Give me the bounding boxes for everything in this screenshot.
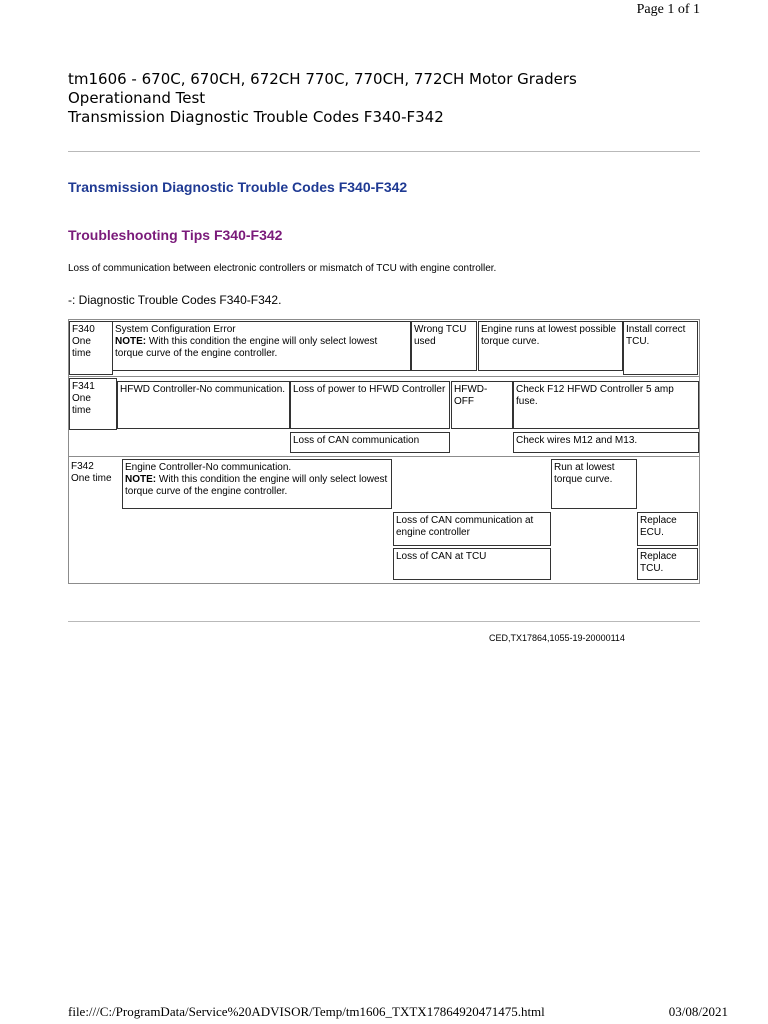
document-header [68, 70, 708, 127]
table-caption: -: Diagnostic Trouble Codes F340-F342. [68, 293, 282, 307]
note-label: NOTE: [125, 474, 157, 485]
dtc-action: Install correct TCU. [626, 324, 686, 347]
table-cell-cause [393, 512, 551, 546]
row-divider [68, 376, 700, 377]
table-cell-code [69, 321, 113, 375]
dtc-action: Check wires M12 and M13. [516, 435, 638, 446]
intro-text: Loss of communication between electronic controllers or mismatch of TCU with engine controller. [68, 263, 497, 274]
dtc-frequency: One time [72, 336, 91, 359]
dtc-cause: Loss of CAN at TCU [396, 551, 487, 562]
dtc-cause: Loss of power to HFWD Controller [293, 384, 446, 395]
section-title: Transmission Diagnostic Trouble Codes F340-F342 [68, 179, 408, 195]
table-cell-cause [411, 321, 477, 371]
reference-code: CED,TX17864,1055-19-20000114 [489, 633, 625, 643]
dtc-symptom: Run at lowest torque curve. [554, 462, 615, 485]
table-cell-action [637, 512, 698, 546]
dtc-note [125, 474, 389, 498]
table-cell-description [122, 459, 392, 509]
dtc-frequency: One time [72, 393, 91, 416]
dtc-description: Engine Controller-No communication. [125, 462, 292, 473]
manual-section: Operationand Test [68, 89, 206, 107]
dtc-cause: Loss of CAN communication at engine controller [396, 515, 534, 538]
topic-title: Transmission Diagnostic Trouble Codes F340-F342 [68, 108, 444, 126]
table-cell-symptom [478, 321, 623, 371]
dtc-description: HFWD Controller-No communication. [120, 384, 286, 395]
note-text: With this condition the engine will only select lowest torque curve of the engine controller. [115, 336, 378, 359]
dtc-symptom: HFWD-OFF [454, 384, 488, 407]
note-text: With this condition the engine will only select lowest torque curve of the engine controller. [125, 474, 388, 497]
table-cell-description [117, 381, 290, 429]
table-cell-cause [290, 432, 450, 453]
dtc-code: F341 [72, 381, 95, 392]
footer-file-path: file:///C:/ProgramData/Service%20ADVISOR/Temp/tm1606_TXTX17864920471475.html [68, 1004, 545, 1019]
dtc-action: Check F12 HFWD Controller 5 amp fuse. [516, 384, 674, 407]
table-cell-action [637, 548, 698, 580]
dtc-action: Replace ECU. [640, 515, 677, 538]
dtc-cause: Loss of CAN communication [293, 435, 420, 446]
note-label: NOTE: [115, 336, 147, 347]
subsection-title: Troubleshooting Tips F340-F342 [68, 227, 283, 243]
table-cell-action [513, 381, 699, 429]
table-cell-action [623, 321, 698, 375]
table-cell-cause [290, 381, 450, 429]
dtc-note [115, 336, 408, 360]
dtc-description: System Configuration Error [115, 324, 236, 335]
table-cell-cause [393, 548, 551, 580]
dtc-symptom: Engine runs at lowest possible torque curve. [481, 324, 617, 347]
dtc-action: Replace TCU. [640, 551, 677, 574]
dtc-frequency: One time [71, 473, 112, 484]
dtc-cause: Wrong TCU used [414, 324, 467, 347]
table-cell-description [112, 321, 411, 371]
table-cell-symptom [451, 381, 513, 429]
table-cell-code [69, 459, 122, 485]
table-cell-code [69, 378, 117, 430]
table-cell-symptom [551, 459, 637, 509]
manual-title: tm1606 - 670C, 670CH, 672CH 770C, 770CH, 772CH Motor Graders [68, 70, 577, 88]
bottom-divider [68, 621, 700, 622]
footer-date: 03/08/2021 [668, 1004, 728, 1019]
dtc-code: F342 [71, 461, 94, 472]
top-divider [68, 151, 700, 152]
page-indicator: Page 1 of 1 [636, 2, 700, 17]
row-divider [68, 456, 700, 457]
dtc-code: F340 [72, 324, 95, 335]
table-cell-action [513, 432, 699, 453]
